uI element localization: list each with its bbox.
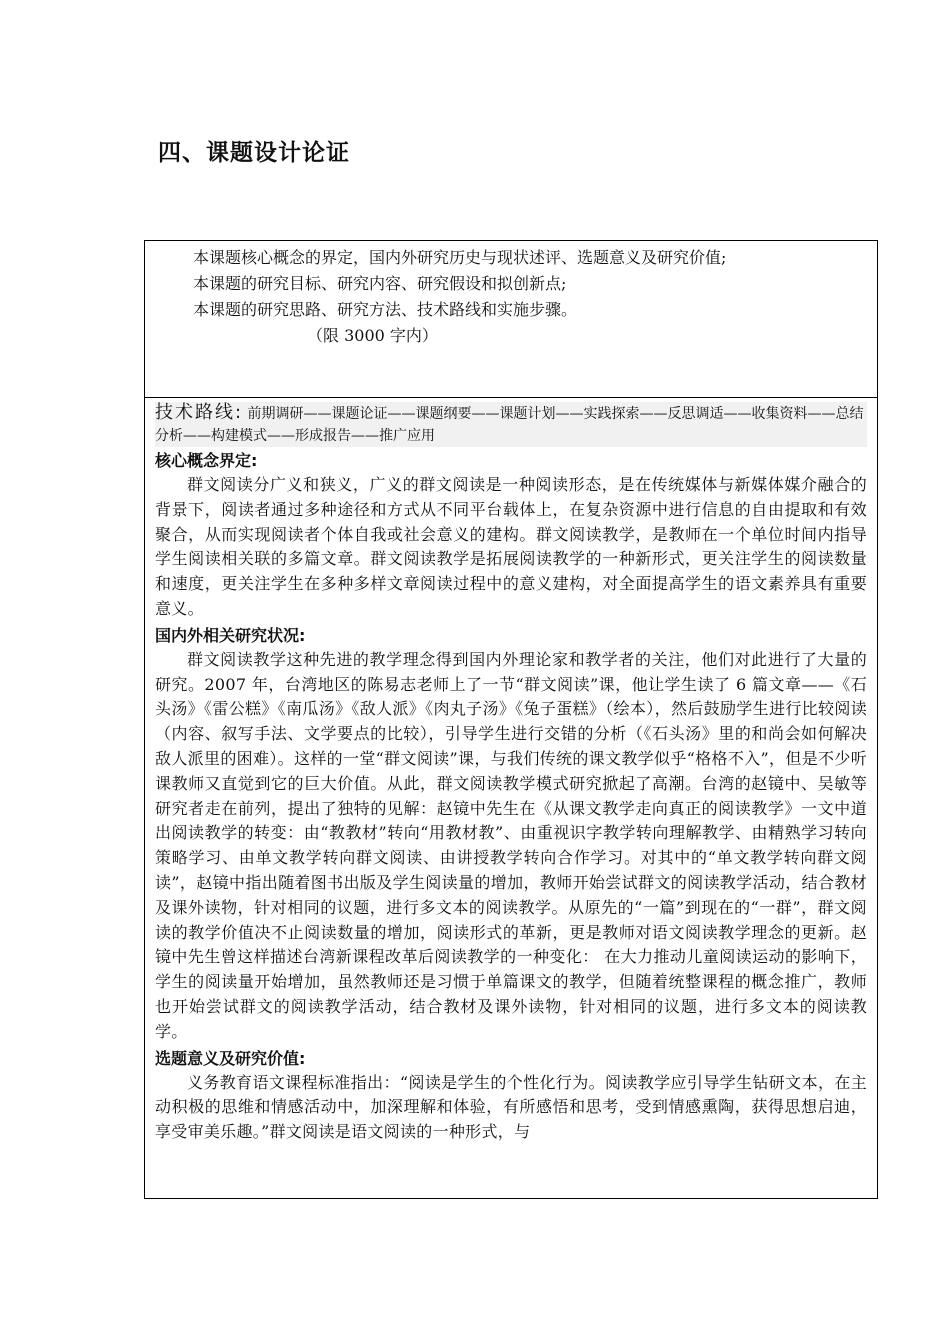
tech-route (155, 402, 867, 447)
requirement-line: 本课题的研究思路、研究方法、技术路线和实施步骤。 (193, 300, 578, 319)
word-limit-note: （限 3000 字内） (307, 326, 438, 345)
paragraph-research-status: 群文阅读教学这种先进的教学理念得到国内外理论家和教学者的关注，他们对此进行了大量的研究。2007 年，台湾地区的陈易志老师上了一节“群文阅读”课，他让学生读了 6 篇文章——《石头汤》《雷公糕》《南瓜汤》《敌人派》《肉丸子汤》《兔子蛋糕》（绘本），然后鼓励学生进行比较阅读（内容、叙写手法、文学要点的比较），引导学生进行交错的分析（《石头汤》里的和尚会如何解决敌人派里的困难）。这样的一堂“群文阅读”课，与我们传统的课文教学似乎“格格不入”，但是不少听课教师又直觉到它的巨大价值。从此，群文阅读教学模式研究掀起了高潮。台湾的赵镜中、吴敏等研究者走在前列，提出了独特的见解：赵镜中先生在《从课文教学走向真正的阅读教学》一文中道出阅读教学的转变：由“教教材”转向“用教材教”、由重视识字教学转向理解教学、由精熟学习转向策略学习、由单文教学转向群文阅读、由讲授教学转向合作学习。对其中的“单文教学转向群文阅读”，赵镜中指出随着图书出版及学生阅读量的增加，教师开始尝试群文的阅读教学活动，结合教材及课外读物，针对相同的议题，进行多文本的阅读教学。从原先的“一篇”到现在的“一群”，群文阅读的教学价值决不止阅读数量的增加，阅读形式的革新，更是教师对语文阅读教学理念的更新。赵镜中先生曾这样描述台湾新课程改革后阅读教学的一种变化： 在大力推动儿童阅读运动的影响下，学生的阅读量开始增加，虽然教师还是习惯于单篇课文的教学，但随着统整课程的概念推广，教师也开始尝试群文的阅读教学活动，结合教材及课外读物，针对相同的议题，进行多文本的阅读教学。 (155, 649, 867, 1041)
paragraph-core-concept: 群文阅读分广义和狭义，广义的群文阅读是一种阅读形态，是在传统媒体与新媒体媒介融合的背景下，阅读者通过多种途径和方式从不同平台载体上，在复杂资源中进行信息的自由提取和有效聚合，从而实现阅读者个体自我或社会意义的建构。群文阅读教学，是教师在一个单位时间内指导学生阅读相关联的多篇文章。群文阅读教学是拓展阅读教学的一种新形式，更关注学生的阅读数量和速度，更关注学生在多种多样文章阅读过程中的意义建构，对全面提高学生的语文素养具有重要意义。 (155, 475, 867, 618)
requirement-line: 本课题核心概念的界定，国内外研究历史与现状述评、选题意义及研究价值; (193, 248, 727, 267)
section-title: 四、课题设计论证 (158, 140, 350, 166)
requirements-box (144, 240, 878, 398)
requirement-line: 本课题的研究目标、研究内容、研究假设和拟创新点; (193, 274, 567, 293)
section-heading-significance: 选题意义及研究价值: (155, 1048, 306, 1068)
tech-route-text: 前期调研——课题论证——课题纲要——课题计划——实践探索——反思调适——收集资料——总结分析——构建模式——形成报告——推广应用 (155, 406, 864, 444)
content-body (155, 402, 867, 1145)
section-heading-research-status: 国内外相关研究状况: (155, 625, 306, 645)
tech-route-label: 技术路线: (155, 402, 244, 423)
content-box (144, 397, 878, 1199)
paragraph-significance: 义务教育语文课程标准指出：“阅读是学生的个性化行为。阅读教学应引导学生钻研文本，在主动积极的思维和情感活动中，加深理解和体验，有所感悟和思考，受到情感熏陶，获得思想启迪，享受审美乐趣。”群文阅读是语文阅读的一种形式，与 (155, 1072, 867, 1142)
section-heading-core-concept: 核心概念界定: (155, 451, 258, 470)
